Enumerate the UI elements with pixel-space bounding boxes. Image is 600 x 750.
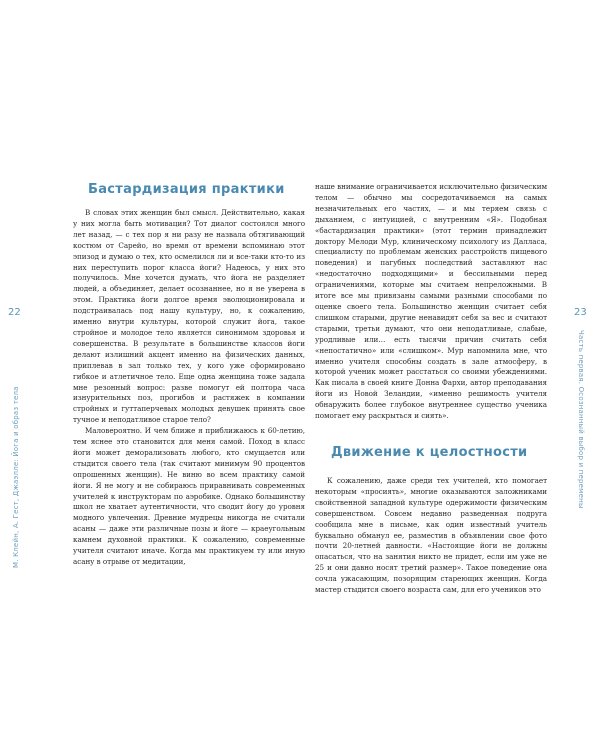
left-page-body [73, 208, 305, 568]
left-page-number: 22 [8, 307, 21, 318]
right-running-head: Часть первая. Осознанный выбор и перемены [577, 330, 585, 509]
left-paragraph-2: Маловероятно. И чем ближе я приближаюсь к 60-летию, тем яснее это становится для меня самой. Поход в класс йоги может деморализовать любого, кто смущается или стыдится своего тела (так считают минимум 90 процентов опрошенных женщин). Не виню во всем практику самой йоги. Я не могу и не собираюсь приравнивать современных учителей к инструкторам по аэробике. Однако большинству школ не хватает аутентичности, что сводит йогу до уровня модного увлечения. Древние мудрецы никогда не считали асаны — даже эти различные позы и йоге — краеугольным камнем духовной практики. К сожалению, современные учителя считают иначе. Когда мы практикуем ту или иную асану в отрыве от медитации, [73, 426, 305, 566]
right-page-body-bottom [315, 476, 547, 596]
right-page-body-top [315, 182, 547, 422]
right-paragraph-1: наше внимание ограничивается исключительно физическим телом — обычно мы сосредотачиваемся на самых незначительных его частях, — и мы теряем связь с дыханием, с интуицией, с внутренним «Я». Подобная «бастардизация практики» (этот термин принадлежит доктору Мелоди Мур, клиническому психологу из Далласа, специалисту по проблемам женских расстройств пищевого поведения) и пагубных последствий заставляют нас «недостаточно подходящими» и бессильными перед ограничениями, которые мы считаем непреложными. В итоге все мы привязаны самыми разными способами по оценке своего тела. Большинство женщин считает себя слишком старыми, другие ненавидят себя за вес и считают старыми, третьи думают, что они неподатливые, слабые, уродливые или… есть тысячи причин считать себя «непостатично» или «слишком». Мур напомнила мне, что именно учителя способны создать в зале атмосферу, в которой ученик может расстаться со своими убеждениями. Как писала в своей книге Донна Фархи, автор преподавания йоги из Новой Зеландии, «именно решимость учителя обнаружить более глубокое внутреннее существо ученика помогает ему раскрыться и сиять». [315, 182, 547, 421]
section-title-left: Бастардизация практики [88, 182, 285, 197]
right-paragraph-2: К сожалению, даже среди тех учителей, кто помогает некоторым «просиять», многие оказываются заложниками свойственной западной культуре одержимости физическим совершенством. Совсем недавно разведенная подруга сообщила мне в письме, как один известный учитель буквально обманул ее, разместив в объявлении свое фото почти 20-летней давности. «Настоящие йоги не должны опасаться, что на занятия никто не придет, если им уже не 25 и они давно носят третий размер». Такое поведение она сочла ужасающим, позорящим стареющих женщин. Когда мастер стыдится своего возраста сам, для его учеников это [315, 476, 547, 595]
left-running-head: М. Клейн, А. Гест, Джаэлле: Йога и образ тела [12, 386, 20, 568]
right-page-number: 23 [574, 307, 587, 318]
left-paragraph-1: В словах этих женщин был смысл. Действительно, какая у них могла быть мотивация? Тот диалог состоялся много лет назад, — с тех пор я ни разу не назвала обтягивающий костюм от Сарейо, но время от времени вспоминаю этот эпизод и думаю о тех, кто осмелился ли и все-таки кто-то из них переступить порог класса йоги? Надеюсь, у них это получилось. Мне хочется думать, что йога не разделяет людей, а объединяет, делает осознаннее, но я не уверена в этом. Практика йоги долгое время эволюционировала и подстраивалась под нашу культуру, но, к сожалению, именно внутри культуры, которой служит йога, такое стройное и молодое тело является синонимом здоровья и совершенства. В результате в большинстве классов йоги делают излишний акцент именно на физических данных, приплевав в зал только тех, у кого уже сформировано гибкое и атлетичное тело. Еще одна женщина тоже задала мне резонный вопрос: разве помогут ей полтора часа изнурительных поз, прогибов и растяжек в компании стройных и гуттаперчевых молодых девушек принять свое тучное и неподатливое старое тело? [73, 208, 305, 425]
section-title-right: Движение к целостности [331, 445, 528, 460]
